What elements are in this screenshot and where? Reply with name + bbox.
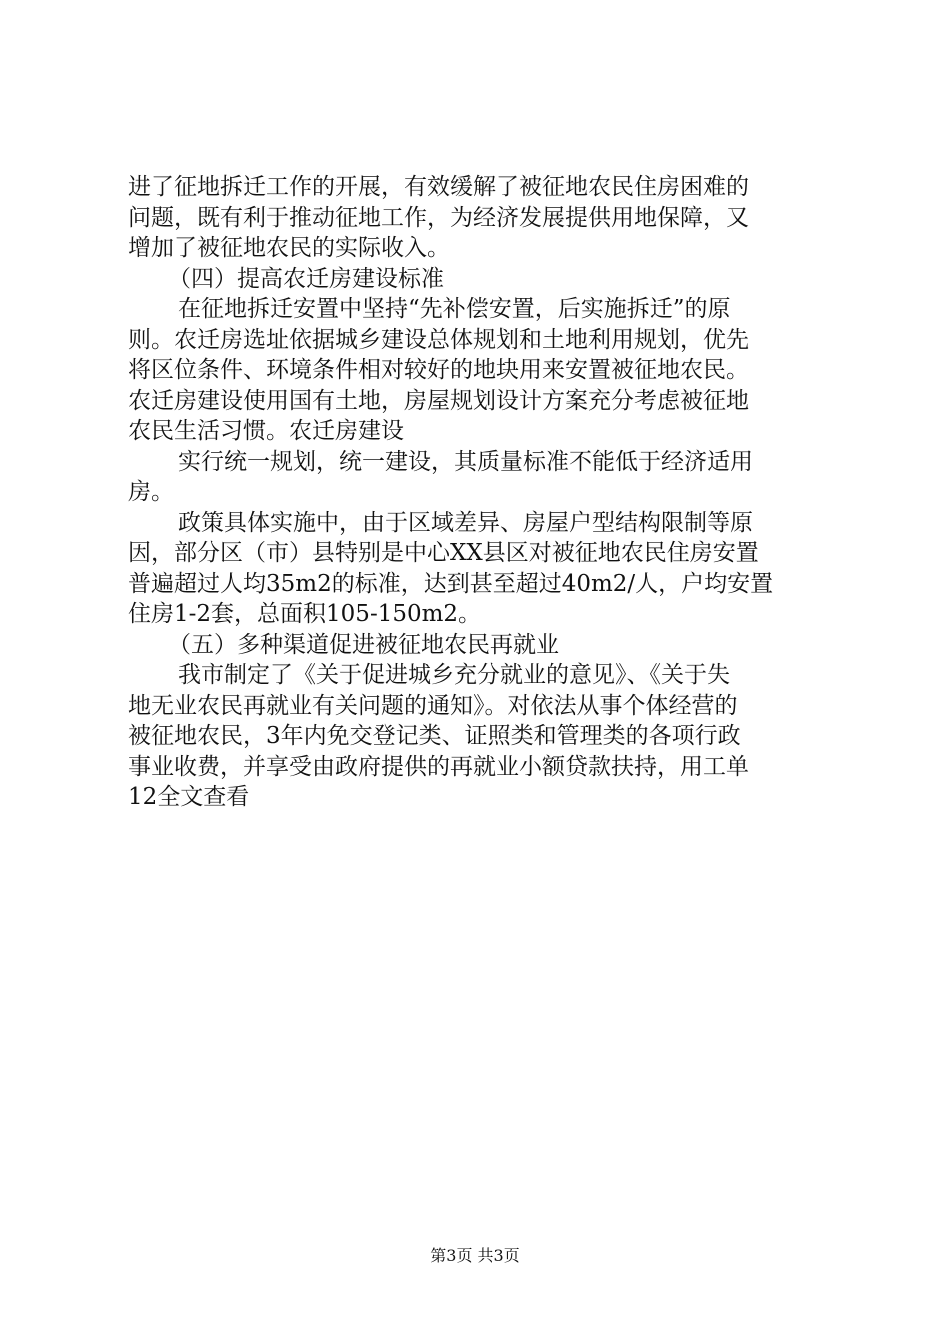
section-heading: （四）提高农迁房建设标准 (168, 265, 444, 292)
text-line: 房。 (128, 479, 174, 505)
text-line: 在征地拆迁安置中坚持“先补偿安置，后实施拆迁”的原 (178, 296, 731, 322)
text-line: 农民生活习惯。农迁房建设 (128, 418, 404, 444)
text-line: 则。农迁房选址依据城乡建设总体规划和土地利用规划，优先 (128, 326, 749, 353)
text-line: 农迁房建设使用国有土地，房屋规划设计方案充分考虑被征地 (128, 387, 749, 414)
section-heading: （五）多种渠道促进被征地农民再就业 (168, 631, 559, 658)
text-line: 住房1-2套，总面积105-150m2。 (128, 601, 482, 627)
text-line: 政策具体实施中，由于区域差异、房屋户型结构限制等原 (178, 509, 753, 536)
document-body (128, 172, 830, 813)
text-line: 实行统一规划，统一建设，其质量标准不能低于经济适用 (178, 448, 753, 475)
text-line: 进了征地拆迁工作的开展，有效缓解了被征地农民住房困难的 (128, 174, 749, 200)
view-full-text-line: 12全文查看 (128, 784, 250, 810)
text-line: 增加了被征地农民的实际收入。 (128, 235, 450, 261)
text-line: 问题，既有利于推动征地工作，为经济发展提供用地保障，又 (128, 204, 749, 231)
text-line: 被征地农民，3年内免交登记类、证照类和管理类的各项行政 (128, 723, 741, 749)
text-line: 我市制定了《关于促进城乡充分就业的意见》、《关于失 (178, 662, 730, 688)
text-line: 因，部分区（市）县特别是中心XX县区对被征地农民住房安置 (128, 540, 759, 566)
page-footer: 第3页 共3页 (430, 1246, 520, 1265)
text-line: 将区位条件、环境条件相对较好的地块用来安置被征地农民。 (128, 357, 749, 383)
text-line: 事业收费，并享受由政府提供的再就业小额贷款扶持，用工单 (128, 753, 749, 780)
text-line: 普遍超过人均35m2的标准，达到甚至超过40m2/人，户均安置 (128, 570, 774, 597)
text-line: 地无业农民再就业有关问题的通知》。对依法从事个体经营的 (128, 692, 738, 719)
